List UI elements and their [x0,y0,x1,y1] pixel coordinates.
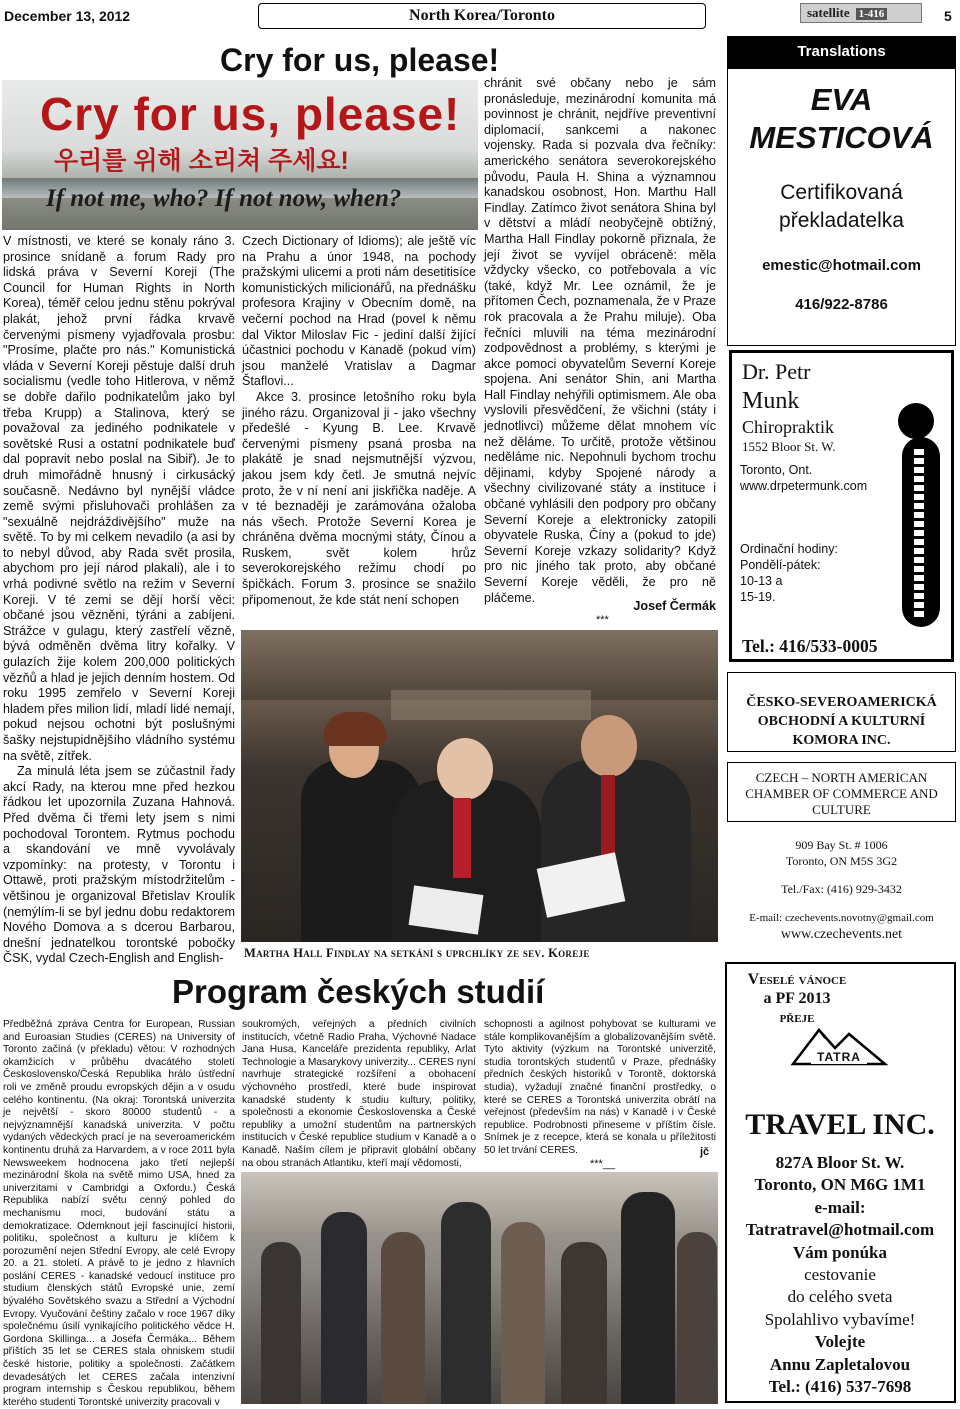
chiropractor-ad [729,350,954,662]
article-author: Josef Čermák [633,599,716,613]
hours-time-2: 15-19. [740,590,776,604]
translator-title: Certifikovaná překladatelka [779,181,904,232]
travel-call: Volejte [814,1332,866,1352]
greeting-line-1: Veselé vánoce [747,971,847,988]
travel-slogan: Spolahlivo vybavíme! [764,1309,916,1329]
doctor-hours [740,541,850,605]
travel-email[interactable]: Tatratravel@hotmail.com [745,1220,935,1240]
travel-offer-3: do celého sveta [787,1287,893,1307]
travel-ad [725,962,956,1403]
doctor-city: Toronto, Ont. [740,463,813,477]
chamber-address-1: 909 Bay St. # 1006 [795,838,888,852]
article2-title: Program českých studií [172,973,545,1010]
article-paragraph: Za minulá léta jsem se zúčastnil řady akcí Rady, na kterou mne před hezkou řádkou let upozornila Zuzana Hahnová. Před dvěma či třemi lety jsem s nimi pochodoval Torontem. Rytmus pochodu a skandování ve mně vyvolávaly vzpomínky: na protesty, v Torontu i Ottawě, proti pražským místodržitelům - většinou je organizoval Břetislav Kroulík (nemýlím-li se byl jednu dobu redaktorem Nového Domova a s dcerou Barbarou, dnešní jednatelkou torontské pobočky ČSK, vydal Czech-English and English- [3,764,235,966]
doctor-website[interactable]: www.drpetermunk.com [740,479,868,493]
article-title: Cry for us, please! [220,42,500,78]
article-paragraph: chránit své občany nebo je sám pronásleduje, mezinárodní komunita má povinnost je chránit, nejdříve preventivní diplomacií, sankcemi a nakonec vojensky. Rada si pozvala dva řečníky: amerického senátora severokorejského původu, Paula H. Shina a významnou kanadskou osobnost, Hon. Marthu Hall Findlay. Zatímco život senátora Shina byl v dětství a mládí neobyčejně obtížný, Martha Hall Findlay pokorně přiznala, že její život se vyvíjel obráceně: měla vždycky všecko, co potřebovala a víc (také, když Mr. Lee oznámil, že je přítomen Čech, poznamenala, že v Praze rok pracovala a že Prahu miluje). Oba řečníci mluvili na téma mezinárodní zodpovědnost a problémy, s kterými je akce pomoci obyvatelům Severní Koreje spojena. Ani senátor Shin, ani Martha Hall Findlay nehýřili optimismem. Ale oba vyslovili přesvědčení, že všichni (státy i jednotlivci) můžeme dělat mnohem víc než děláme. To určitě, protože většinou neděláme nic. Nepohnuli bychom trochu dějinami, kdyby Spojené národy a všechny civilizované státy a instituce i občané vyhlásili den podpory pro občany Severní Koreje a elektronicky zatopili obyvatele Ruska, Číny a (pokud to jde) Severní Koreje vzkazy solidarity? Když pro nic jiného tak proto, aby občané Severní Koreje věděli, že pro ně pláčeme. [484,76,716,605]
travel-contact: Annu Zapletalovou [769,1354,911,1374]
greeting-block [727,970,867,1027]
chamber-name-cz-box [727,672,956,752]
publication-logo [800,3,922,23]
travel-email-label: e-mail: [814,1197,866,1217]
doctor-address: 1552 Bloor St. W. [742,439,836,454]
logo-text: satellite [807,5,850,20]
greeting-line-2: a PF 2013 [763,990,831,1007]
chamber-telfax: Tel./Fax: (416) 929-3432 [781,882,902,896]
chamber-name-en-box [727,762,956,822]
chamber-ad [727,672,956,952]
travel-info [727,1152,953,1398]
article-paragraph: Předběžná zpráva Centra for European, Russian and Euroasian Studies (CERES) na University of Toronto začíná (v překladu) větou: V rozhodných okamžicích v průběhu dvacátého století Československo/Česká Republika hrálo ústřední roli ve změně proudu evropských dějin a v osudu celého kontinentu. (Na okraj: Torontská univerzita je největší - skoro 80000 studentů - a nejvýznamnější kanadská univerzita. V počtu vydaných vědeckých prací je na severoamerickém kontinentu druhá za Harvardem, a v roce 2011 byla Newsweekem hodnocena jako třetí nejlepší mezinárodní škola na světě mimo USA, hned za univerzitami v Cambridgi a Oxfordu.) Česká Republika nabízí světu cenný pohled do mechanismu moci, budování státu a demokratizace. Odemknout její fascinující historii, politiku, společnost a kulturu je klíčem k porozumění nejen Střední Evropy, ale celé Evropy 20. a 21. století. A právě to je jedno z hlavních poslání CERES - kanadské vedoucí instituce pro studium členských států Evropské unie, zemí bývalého Sovětského svazu a Střední a Východní Evropy. Vyučování češtiny začalo v roce 1967 díky společnému úsilí vynikajícího politického vědce H. Gordona Skillinga... a Josefa Čermáka... Během příštích 35 let se CERES stala ohniskem studií české historie, politiky a společnosti. Začátkem devadesátých let CERES začala intenzivní program internship s Českou republikou, během kterého studenti Torontské univerzity pracovali v [3,1019,235,1408]
chamber-website[interactable]: www.czechevents.net [780,927,903,942]
hours-time-1: 10-13 a [740,574,783,588]
issue-date: December 13, 2012 [4,8,131,24]
event-photo [241,630,718,942]
article2-column-1 [3,1019,235,1408]
article-paragraph: soukromých, veřejných a předních civilních institucích, včetně Radio Praha, Výchovné Nadace Jana Husa, Kanceláře prezidenta republiky, Arlat Technologie a Masarykovy univerzity... CERES nyní navrhuje strategické rozšíření a obohacení výchovného prostředí, které bude inspirovat kanadské studenty k studiu kultury, politiky, společnosti a ekonomie Československa a České republiky a umožní studentům na partnerských institucích v České republice studium v Kanadě a o Kanadě. Naším cílem je připravit globální občany na obou stranách Atlantiku, kteří mají vědomosti, [242,1019,476,1169]
tatra-label: TATRA [811,1050,867,1064]
chamber-name-en: CZECH – NORTH AMERICAN CHAMBER OF COMMERCE AND CULTURE [745,770,938,817]
article2-column-2 [242,1019,476,1171]
protest-banner-photo [2,80,478,230]
tatra-logo [789,1024,889,1070]
logo-issue: 1-416 [856,8,888,20]
chamber-address-2: Toronto, ON M5S 3G2 [785,854,898,868]
article2-signature: jč [700,1146,710,1158]
travel-offer-1: Vám ponúka [792,1242,887,1262]
banner-line-1: Cry for us, please! [40,88,461,140]
translations-ad [727,36,956,346]
article-column-1 [3,234,235,964]
article2-end-mark: ***__ [590,1158,616,1170]
chamber-email[interactable]: E-mail: czechevents.novotny@gmail.com [749,912,934,924]
translator-email: emestic@hotmail.com [762,257,921,274]
travel-address-1: 827A Bloor St. W. [775,1153,905,1172]
translator-name: EVA MESTICOVÁ [749,82,934,155]
article-end-mark: *** [596,614,609,626]
banner-line-3: If not me, who? If not now, when? [46,185,402,212]
article-paragraph: Czech Dictionary of Idioms); ale ještě víc na Prahu a únor 1948, na pochody pražskými ulicemi a proti nám desetitisíce komunistických milicionářů, na přednášku profesora Krajiny v Obecním domě, na večerní pochod na Hrad (povel k němu dal Viktor Miloslav Fic - jediní další žijící účastnici pochodu v Kanadě (pokud vím) jsou manželé Vratislav a Dagmar Štaflovi... [242,234,476,389]
article-paragraph: Akce 3. prosince letošního roku byla jiného rázu. Organizoval ji - jako všechny předešlé - Kyung B. Lee. Krvavě červenými písmeny psaná prosba na plakátě je snad nejsmutnější výzvou, jakou jsem kdy četl. Je smutná nejvíc proto, že v ní není ani jiskřička naděje. A v té beznaději je zarámována ožaloba nás všech. Protože Severní Korea je chráněna dvěma mocnými státy, Čínou a Ruskem, svět kolem hrůz severokorejského režimu chodí po špičkách. Forum 3. prosince se snažilo připomenout, že kde stát není schopen [242,389,476,607]
doctor-name-2: Munk [742,388,800,414]
travel-address-2: Toronto, ON M6G 1M1 [754,1175,926,1195]
translations-heading: Translations [728,37,955,69]
reception-photo [241,1172,718,1404]
travel-offer-2: cestovanie [804,1265,876,1285]
article-paragraph: schopnosti a agilnost pohybovat se kulturami ve stále komplikovanějším a globalizovanějším světě. Tyto aktivity (výzkum na Torontské univerzitě, studia torontských studentů v Praze, přednášky předních českých historiků v Torontě, doktorská studia), vyžadují značné finanční prostředky, o které se CERES a Torontská univerzita obrátí na veřejnost (především na nás) v Kanadě i v České republice. Podrobnosti přineseme v příštím čísle. Snímek je z recepce, která se konala u příležitosti 50 let trvání CERES. [484,1019,716,1156]
article-column-2 [242,234,476,614]
article-column-3 [484,76,716,605]
doctor-profession: Chiropraktik [742,417,834,437]
travel-phone: Tel.: (416) 537-7698 [768,1377,912,1397]
banner-line-2: 우리를 위해 소리쳐 주세요! [54,147,349,175]
hours-days: Pondělí-pátek: [740,558,821,572]
greeting-line-3: přeje [779,1009,815,1026]
spine-graphic [892,403,948,633]
man-figure-right [541,760,691,942]
chamber-name-cz: ČESKO-SEVEROAMERICKÁ OBCHODNÍ A KULTURNÍ KOMORA INC. [746,695,937,748]
translator-phone: 416/922-8786 [795,296,888,313]
section-title: North Korea/Toronto [258,3,706,29]
hours-label: Ordinační hodiny: [740,542,838,556]
photo-caption: Martha Hall Findlay na setkání s uprchlíky ze sev. Koreje [244,946,590,960]
travel-name: TRAVEL INC. [745,1108,935,1141]
article2-column-3 [484,1019,716,1159]
doctor-name-1: Dr. Petr [742,359,811,384]
article-paragraph: V místnosti, ve které se konaly ráno 3. prosince snídaně a forum Rady pro lidská práva v Severní Koreji (The Council for Human Rights in North Korea), téměř celou jednu stěnu pokrýval plakát, jehož první řádka krvavě červenými písmeny vyjadřovala prosbu: "Prosíme, plačte pro nás." Komunistická vláda v Severní Koreji pěstuje další druh socialismu (vedle toho Hitlerova, v němž se dobře dařilo podnikatelům jako byl třeba Krupp) a Stalinova, který se považoval za jediného podnikatele v sovětské Rusi a ostatní podnikatele buď dal popravit nebo poslal na Sibiř). Je to druh mimořádně hnusný i cirkusácký současně. Nedávno byl nynější vládce země svými přisluhovači prohlášen za "sexuálně nejdráždivějšího" muže na světě. To by mi celkem nevadilo (a asi by to nebyl důvod, aby Rada svět prosila, abychom pro její národ plakali), ale i to vrhá podivné světlo na režim v Severní Koreji. V té zemi se dějí horší věci: občané jsou vězněni, týráni a zabíjeni. Strážce v gulagu, který zastřelí vězně, bývá odměněn dvěma litry kořalky. V gulazích žije kolem 200,000 politických vězňů a hlad je jejich denním hostem. Od roku 1995 zemřelo v Severní Koreji hladem přes milion lidí, mladí lidé nemají, pokud nejsou ochotni být poslušnými šašky nejstupidnějšího vládního systému na světě, zítřek. [3,234,235,763]
page-number: 5 [944,8,952,24]
doctor-phone: Tel.: 416/533-0005 [742,636,878,656]
